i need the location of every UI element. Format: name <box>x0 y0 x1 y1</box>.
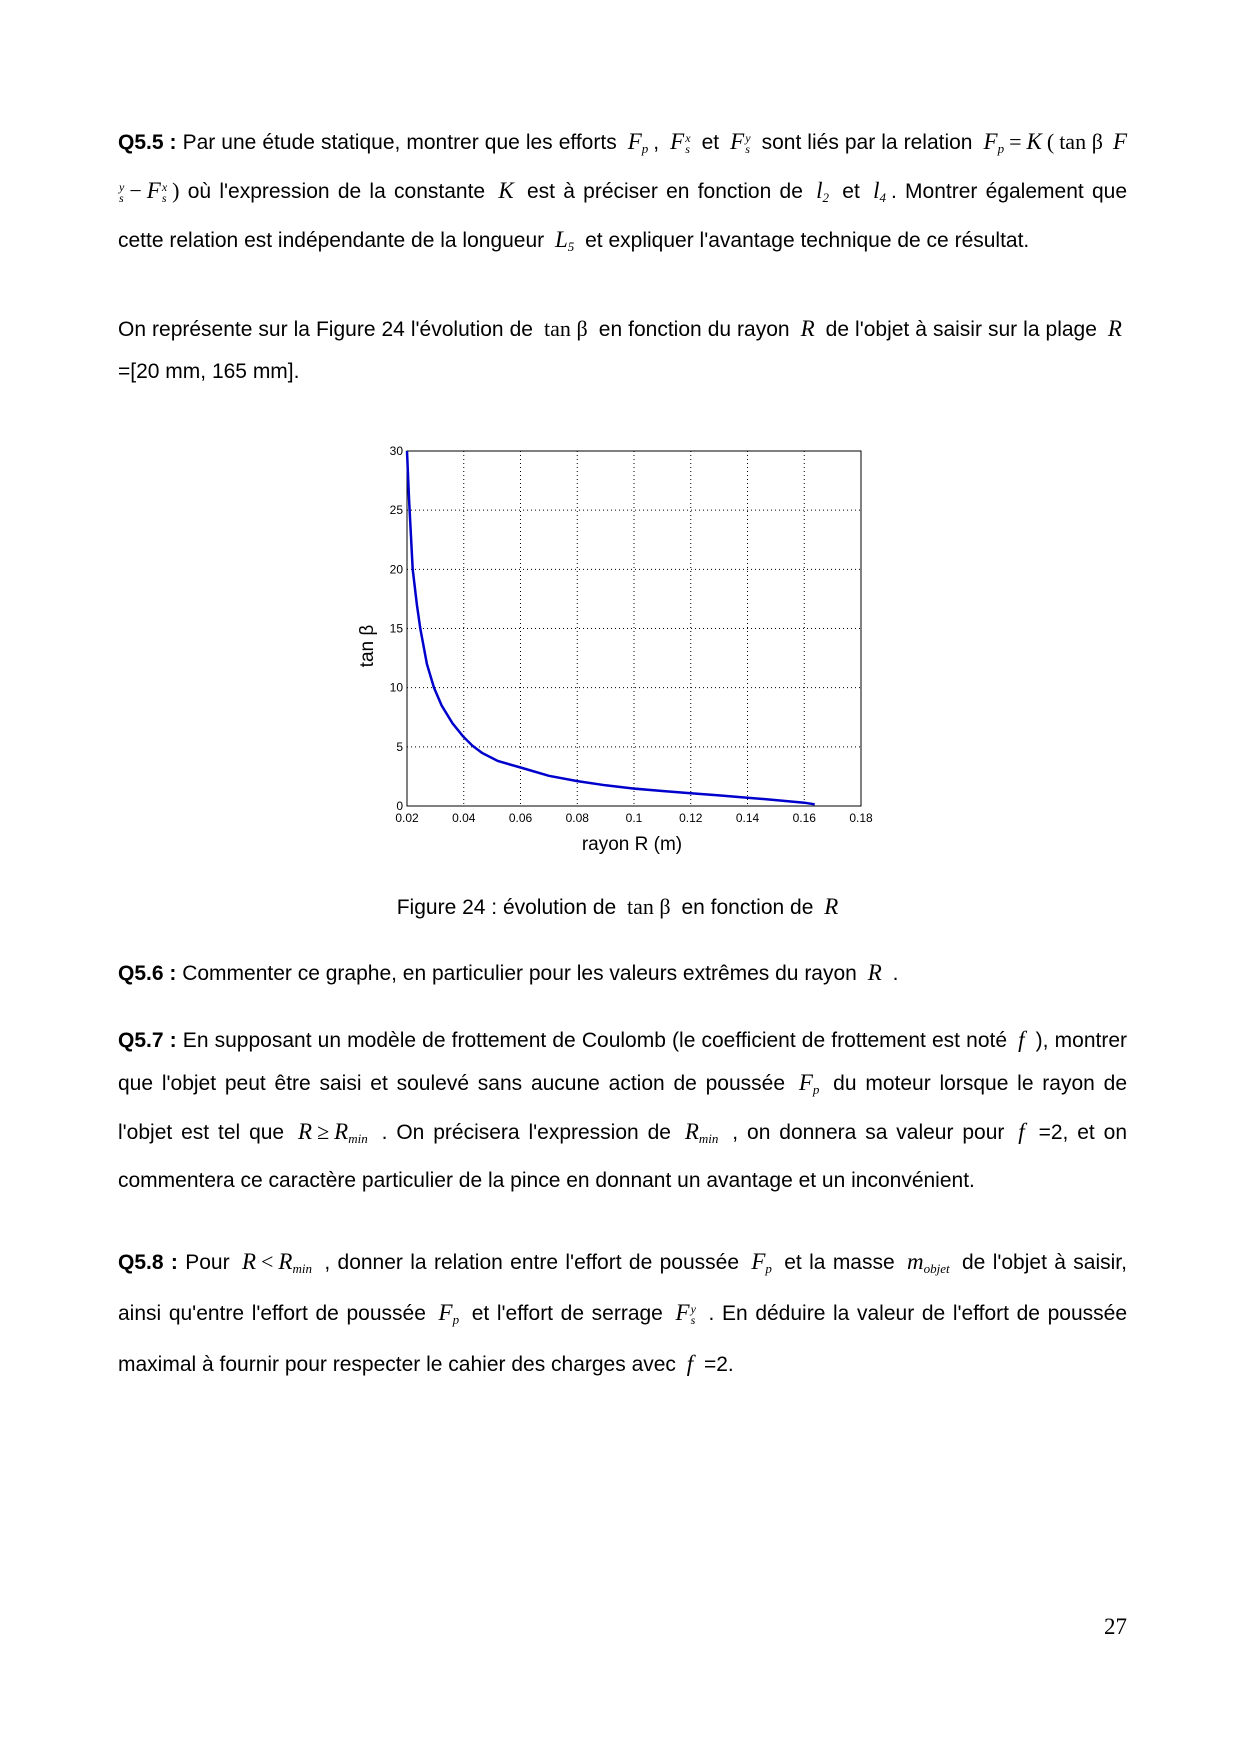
math-variable <box>816 178 829 203</box>
math-subscript: p <box>765 1261 772 1276</box>
page-number: 27 <box>1104 1614 1127 1639</box>
text: et <box>695 131 726 154</box>
math-variable <box>730 129 750 154</box>
math-symbol: R <box>241 1249 256 1274</box>
x-tick-label: 0.12 <box>679 811 703 825</box>
math-subscript: objet <box>923 1261 950 1276</box>
question-q5-5 <box>118 121 1127 268</box>
math-variable <box>824 894 838 919</box>
math-superscript: x <box>161 179 168 194</box>
math-variable <box>751 1249 772 1274</box>
series-line-tan-beta <box>407 451 815 804</box>
text: , <box>653 131 666 154</box>
math-subscript: s <box>690 1312 696 1327</box>
text: =2. <box>698 1353 734 1376</box>
question-q5-7 <box>118 1019 1127 1202</box>
math-symbol: F <box>751 1249 766 1274</box>
question-label: Q5.6 : <box>118 962 177 985</box>
math-variable <box>298 1119 312 1144</box>
text: Figure 24 : évolution de <box>396 896 623 919</box>
math-variable <box>984 129 1005 154</box>
x-axis-label: rayon R (m) <box>581 834 683 855</box>
math-variable <box>439 1300 460 1325</box>
text: et expliquer l'avantage technique de ce résultat. <box>579 229 1030 252</box>
math-variable <box>685 1119 719 1144</box>
text: En supposant un modèle de frottement de Coulomb (le coefficient de frottement est noté <box>176 1029 1014 1052</box>
math-variable <box>687 1351 693 1376</box>
figure-caption <box>0 886 1240 929</box>
math-variable <box>873 178 886 203</box>
math-variable <box>334 1119 368 1144</box>
text: de l'objet à saisir, ainsi qu'entre l'effort de poussée <box>118 1251 1127 1325</box>
text: Commenter ce graphe, en particulier pour les valeurs extrêmes du rayon <box>176 962 863 985</box>
math-symbol: F <box>146 178 161 203</box>
question-q5-6 <box>118 952 1127 995</box>
math-symbol: F <box>798 1070 813 1095</box>
math-operator: = <box>1009 129 1022 154</box>
math-variable <box>555 227 574 252</box>
y-tick-label: 20 <box>389 562 403 577</box>
math-operator: < <box>261 1249 274 1274</box>
math-variable <box>799 1070 820 1095</box>
math-symbol: f <box>1018 1027 1025 1052</box>
text: . On précisera l'expression de <box>372 1121 680 1144</box>
y-tick-label: 10 <box>389 680 403 695</box>
math-subscript: s <box>161 190 167 205</box>
math-symbol: F <box>1112 129 1128 154</box>
text: , donner la relation entre l'effort de poussée <box>316 1251 747 1274</box>
text: et <box>834 180 869 203</box>
text: et la masse <box>776 1251 903 1274</box>
math-subscript: p <box>452 1312 460 1327</box>
x-tick-label: 0.1 <box>625 811 643 825</box>
x-tick-label: 0.14 <box>735 811 760 825</box>
math-symbol: R <box>684 1119 699 1144</box>
math-variable <box>242 1249 256 1274</box>
y-tick-labels <box>390 444 404 813</box>
text: . <box>886 962 899 985</box>
x-tick-label: 0.16 <box>792 811 816 825</box>
math-variable <box>1018 1119 1024 1144</box>
y-tick-label: 0 <box>396 799 403 813</box>
question-q5-8 <box>118 1240 1127 1387</box>
text: =[20 mm, 165 mm]. <box>118 360 300 383</box>
text: Par une étude statique, montrer que les efforts <box>176 131 623 154</box>
math-superscript: y <box>745 130 751 145</box>
text: . En déduire la valeur de l'effort de poussée maximal à fournir pour respecter le cahier des charges avec <box>118 1302 1128 1376</box>
math-symbol: F <box>983 129 998 154</box>
math-variable <box>628 129 649 154</box>
math-variable <box>147 178 167 203</box>
text: est à préciser en fonction de <box>518 180 812 203</box>
text: en fonction du rayon <box>592 318 796 341</box>
math-variable <box>868 960 882 985</box>
x-tick-label: 0.04 <box>452 811 476 825</box>
x-tick-labels <box>395 811 873 825</box>
math-subscript: 4 <box>879 190 886 205</box>
math-operator: ) <box>172 178 180 203</box>
x-tick-label: 0.18 <box>849 811 873 825</box>
math-symbol: K <box>498 178 514 203</box>
math-operator: ≥ <box>317 1119 330 1144</box>
y-tick-label: 5 <box>396 739 403 754</box>
math-scripts <box>745 130 751 156</box>
text: , on donnera sa valeur pour <box>723 1121 1014 1144</box>
math-symbol: F <box>627 129 642 154</box>
text: ), montrer que l'objet peut être saisi et soulevé sans aucune action de poussée <box>118 1029 1127 1095</box>
math-subscript: p <box>997 141 1005 156</box>
math-superscript: y <box>690 1301 696 1316</box>
question-label: Q5.5 : <box>118 131 177 154</box>
math-variable <box>907 1249 950 1274</box>
math-symbol: m <box>907 1249 924 1274</box>
math-variable <box>676 1300 696 1325</box>
math-symbol: F <box>670 129 685 154</box>
math-subscript: s <box>685 141 690 156</box>
math-function: tan β <box>1059 129 1103 154</box>
math-subscript: p <box>812 1082 820 1097</box>
math-symbol: f <box>1018 1119 1025 1144</box>
text: et l'effort de serrage <box>464 1302 671 1325</box>
chart-grid <box>407 451 861 806</box>
math-subscript: p <box>641 141 649 156</box>
text: Pour <box>177 1251 237 1274</box>
math-scripts <box>690 1301 696 1327</box>
math-symbol: l <box>873 178 880 203</box>
math-variable <box>498 178 513 203</box>
math-subscript: 5 <box>567 239 575 254</box>
question-label: Q5.7 : <box>118 1029 177 1052</box>
math-subscript: s <box>119 190 124 205</box>
math-scripts <box>685 130 691 156</box>
math-subscript: 2 <box>822 190 830 205</box>
math-variable <box>1018 1027 1024 1052</box>
y-axis-label: tan β <box>357 624 378 668</box>
text: sont liés par la relation <box>755 131 979 154</box>
math-variable <box>1027 129 1042 154</box>
text: en fonction de <box>675 896 820 919</box>
y-tick-label: 15 <box>389 621 403 636</box>
math-symbol: l <box>816 178 823 203</box>
math-symbol: R <box>824 894 839 919</box>
math-superscript: y <box>119 179 125 194</box>
math-scripts <box>119 179 125 205</box>
math-symbol: F <box>675 1300 690 1325</box>
math-function: tan β <box>544 316 588 341</box>
text: =2, et on commentera ce caractère particulier de la pince en donnant un avantage et un inconvénient. <box>118 1121 1128 1192</box>
math-subscript: s <box>745 141 750 156</box>
math-symbol: R <box>278 1249 293 1274</box>
math-superscript: x <box>685 130 691 145</box>
text: de l'objet à saisir sur la plage <box>819 318 1103 341</box>
question-label: Q5.8 : <box>118 1251 178 1274</box>
x-tick-label: 0.08 <box>565 811 589 825</box>
text: du moteur lorsque le rayon de l'objet est tel que <box>118 1072 1127 1144</box>
math-subscript: min <box>698 1131 719 1146</box>
y-tick-label: 30 <box>389 444 403 458</box>
math-subscript: min <box>348 1131 368 1146</box>
math-function: tan β <box>627 894 671 919</box>
math-variable <box>1108 316 1122 341</box>
figure-intro-paragraph <box>118 308 1127 393</box>
math-scripts <box>161 179 168 205</box>
math-symbol: R <box>298 1119 313 1144</box>
figure-24-chart <box>330 420 890 870</box>
math-variable <box>278 1249 312 1274</box>
math-subscript: min <box>292 1261 312 1276</box>
math-symbol: F <box>438 1300 453 1325</box>
x-tick-label: 0.06 <box>508 811 533 825</box>
math-operator: − <box>129 178 142 203</box>
math-variable <box>801 316 815 341</box>
math-symbol: R <box>1107 316 1122 341</box>
math-variable <box>670 129 690 154</box>
math-operator: ( <box>1046 129 1055 154</box>
x-tick-label: 0.02 <box>395 811 419 825</box>
math-symbol: f <box>686 1351 694 1376</box>
text: où l'expression de la constante <box>179 180 494 203</box>
math-symbol: K <box>1026 129 1042 154</box>
math-symbol: F <box>730 129 745 154</box>
math-symbol: L <box>555 227 568 252</box>
text: On représente sur la Figure 24 l'évolution de <box>118 318 539 341</box>
text: . Montrer également que cette relation est indépendante de la longueur <box>118 180 1128 252</box>
y-tick-label: 25 <box>389 503 403 518</box>
math-symbol: R <box>867 960 882 985</box>
math-symbol: R <box>800 316 815 341</box>
math-symbol: R <box>334 1119 349 1144</box>
